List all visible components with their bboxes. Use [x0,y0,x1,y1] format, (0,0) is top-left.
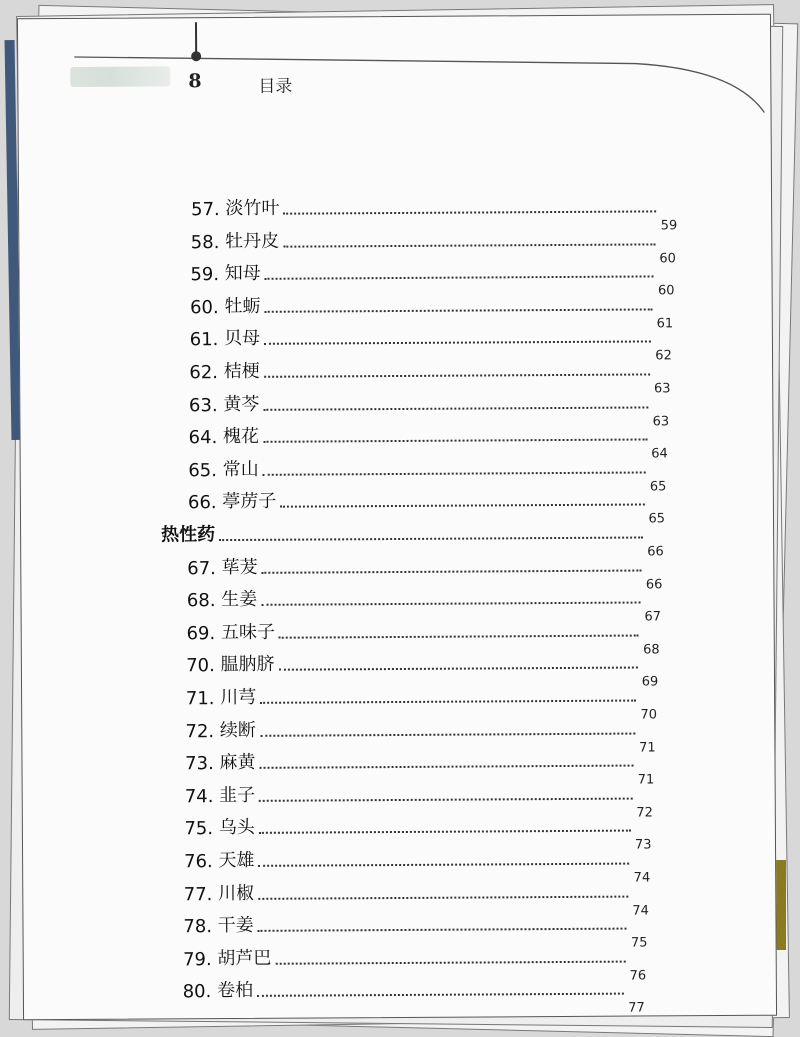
toc-entry-number: 77. [183,883,219,905]
toc-entry[interactable] [186,650,659,690]
toc-entry-page: 64 [651,446,668,462]
toc-entry-number: 79. [182,948,218,971]
toc-entry[interactable] [183,878,649,919]
toc-entry[interactable] [189,291,674,332]
toc-entry-page: 62 [655,348,672,364]
toc-group-heading[interactable] [161,519,664,560]
toc-entry-number: 69. [186,622,221,645]
section-title: 目录 [258,76,293,97]
toc-entry-number: 80. [182,981,218,1003]
toc-entry[interactable] [189,356,671,397]
dot-leader [257,992,624,997]
toc-entry-title: 腽肭脐 [220,654,275,676]
toc-entry-title: 干姜 [217,915,254,937]
toc-entry-title: 牡蛎 [224,295,261,317]
toc-entry[interactable] [188,454,667,495]
toc-entry[interactable] [184,780,653,821]
toc-entry-page: 67 [644,609,662,625]
toc-entry-title: 葶苈子 [222,491,277,513]
toc-entry-page: 74 [632,903,649,919]
toc-entry-number: 61. [189,329,225,351]
dot-leader [262,568,642,573]
toc-entry-page: 63 [652,413,670,430]
toc-entry[interactable] [187,487,666,527]
toc-entry-page: 74 [633,870,651,886]
toc-entry-title: 乌头 [218,817,255,839]
toc-entry-page: 68 [643,642,660,658]
toc-entry-number: 76. [184,851,219,873]
toc-entry-number: 59. [190,264,225,286]
toc-entry-page: 60 [657,283,675,299]
table-of-contents [18,15,776,1020]
toc-entry[interactable] [183,911,648,951]
page-number: 8 [188,70,202,93]
toc-entry-page: 71 [637,772,655,788]
toc-entry-page: 77 [628,1000,645,1016]
toc-entry-number: 75. [184,818,219,840]
toc-entry-page: 66 [645,576,663,593]
dot-leader [260,731,635,736]
toc-entry[interactable] [189,324,672,364]
toc-entry-title: 槐花 [222,426,260,448]
dot-leader [219,535,643,541]
toc-entry-number: 63. [188,394,224,416]
toc-entry-number: 58. [190,231,226,253]
toc-entry-page: 72 [636,805,653,821]
toc-entry-page: 59 [660,218,678,234]
toc-entry-number: 71. [185,688,221,710]
toc-entry[interactable] [185,682,658,723]
toc-entry-title: 荜茇 [221,556,258,578]
toc-entry-title: 热性药 [161,524,216,546]
toc-entry-number: 74. [184,785,220,808]
dot-leader [283,242,655,247]
toc-entry[interactable] [185,748,655,788]
dot-leader [259,796,632,801]
toc-entry-title: 知母 [224,263,261,285]
toc-entry-title: 川椒 [218,882,255,904]
toc-entry-page: 61 [656,316,674,332]
toc-entry[interactable] [188,389,670,430]
dot-leader [259,829,631,834]
toc-entry-page: 66 [647,544,664,560]
toc-entry[interactable] [186,585,662,625]
toc-entry-number: 68. [186,590,222,612]
toc-entry[interactable] [191,193,678,234]
toc-entry-number: 57. [191,199,226,221]
toc-entry-number: 65. [188,459,223,482]
toc-entry[interactable] [182,943,647,984]
toc-entry-page: 70 [640,707,658,723]
toc-entry-title: 桔梗 [223,360,260,383]
dot-leader [283,209,656,214]
dot-leader [258,927,627,932]
toc-entry[interactable] [190,226,676,266]
toc-entry-title: 五味子 [220,621,275,643]
toc-entry-number: 73. [185,753,220,775]
dot-leader [264,372,650,377]
toc-entry[interactable] [184,813,652,853]
toc-entry[interactable] [188,422,668,462]
toc-entry-page: 63 [653,381,671,397]
toc-entry-title: 常山 [222,458,259,480]
toc-entry-title: 牡丹皮 [225,230,280,252]
toc-entry-title: 韭子 [219,784,256,806]
toc-entry-title: 天雄 [218,849,255,872]
toc-entry-number: 62. [189,362,224,384]
dot-leader [275,959,625,964]
cover-edge [776,860,786,950]
toc-entry-title: 卷柏 [216,980,254,1002]
toc-entry[interactable] [182,976,645,1016]
dot-leader [263,470,646,475]
toc-entry-title: 黄芩 [223,393,260,415]
toc-entry-page: 65 [649,479,667,495]
toc-entry-title: 麻黄 [219,752,256,774]
dot-leader [260,764,634,769]
toc-entry-number: 60. [189,296,225,319]
toc-entry-title: 川芎 [220,686,257,709]
toc-entry-page: 65 [648,511,666,527]
dot-leader [258,862,629,867]
dot-leader [264,340,651,345]
toc-entry-number: 66. [187,492,223,514]
dot-leader [279,666,638,671]
toc-entry-title: 生姜 [221,589,258,611]
document-page [17,14,777,1021]
dot-leader [261,601,640,606]
toc-entry[interactable] [184,845,651,886]
toc-entry-number: 64. [188,427,224,449]
toc-entry-page: 75 [630,935,648,951]
dot-leader [263,405,648,410]
toc-entry-number: 72. [185,720,220,742]
toc-entry[interactable] [187,552,663,593]
toc-entry-number: 70. [186,655,221,677]
toc-entry[interactable] [185,715,656,756]
dot-leader [279,633,639,638]
toc-entry-number: 78. [183,916,218,938]
toc-entry-page: 60 [659,250,676,266]
dot-leader [263,438,647,443]
toc-entry-title: 续断 [219,719,256,741]
toc-entry-title: 淡竹叶 [225,197,280,220]
toc-entry-page: 76 [629,968,647,984]
dot-leader [260,699,636,704]
toc-entry-title: 贝母 [224,328,261,350]
dot-leader [280,503,644,508]
toc-entry-number: 67. [187,557,222,579]
dot-leader [258,894,628,899]
toc-entry[interactable] [190,258,675,299]
dot-leader [265,275,654,280]
toc-entry-title: 胡芦巴 [217,947,272,969]
toc-entry-page: 69 [641,674,659,690]
toc-entry-page: 71 [639,740,656,756]
toc-entry[interactable] [186,617,660,658]
toc-entry-page: 73 [634,837,652,853]
dot-leader [264,307,652,312]
